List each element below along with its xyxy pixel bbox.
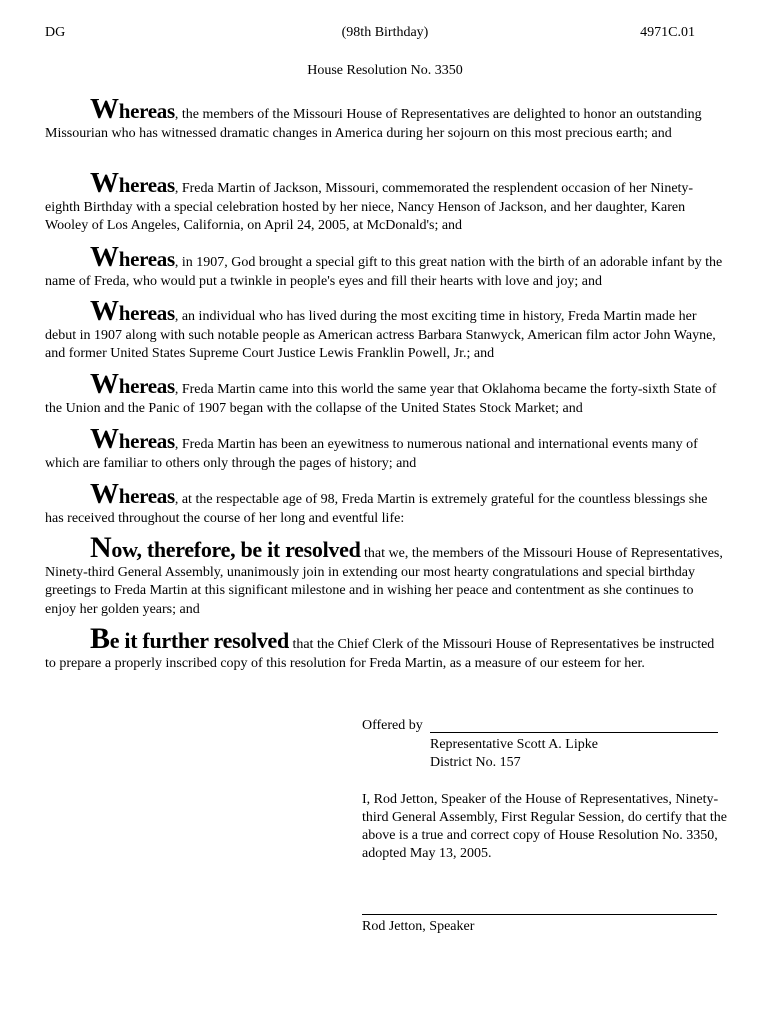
paragraph-lead: Whereas — [90, 368, 175, 400]
paragraph-text: , Freda Martin came into this world the same year that Oklahoma became the forty-sixth State of the Union and the Panic of 1907 began with the collapse of the United States Stock Market; and — [45, 382, 717, 416]
whereas-paragraph — [45, 368, 727, 418]
paragraph-text: that the Chief Clerk of the Missouri House of Representatives be instructed to prepare a properly inscribed copy of this resolution for Freda Martin, as a measure of our esteem for her. — [45, 637, 715, 671]
paragraph-text: , an individual who has lived during the most exciting time in history, Freda Martin made her debut in 1907 along with such notable people as American actress Barbara Stanwyck, American film actor John Wayne, and former United States Supreme Court Justice Lewis Franklin Powell, Jr.; and — [45, 309, 716, 361]
whereas-paragraph — [45, 93, 727, 143]
paragraph-lead: Whereas — [90, 93, 175, 125]
paragraph-text: , at the respectable age of 98, Freda Martin is extremely grateful for the countless blessings she has received throughout the course of her long and eventful life: — [45, 492, 708, 526]
paragraph-text: that we, the members of the Missouri House of Representatives, Ninety-third General Assembly, unanimously join in extending our most hearty congratulations and special birthday greetings to Freda Martin at this significant milestone and in wishing her peace and contentment as she continues to enjoy her golden years; and — [45, 546, 723, 617]
resolved-paragraph — [45, 531, 727, 619]
paragraph-lead: Be it further resolved — [90, 622, 289, 655]
speaker-name: Rod Jetton, Speaker — [362, 919, 475, 934]
whereas-paragraph — [45, 478, 727, 528]
whereas-paragraph — [45, 295, 727, 364]
paragraph-lead: Whereas — [90, 167, 175, 199]
whereas-paragraph — [45, 241, 727, 291]
paragraph-lead: Whereas — [90, 478, 175, 510]
further-resolved-paragraph — [45, 622, 727, 673]
paragraph-lead: Now, therefore, be it resolved — [90, 531, 361, 564]
paragraph-lead: Whereas — [90, 295, 175, 327]
paragraph-text: , the members of the Missouri House of Representatives are delighted to honor an outstanding Missourian who has witnessed dramatic changes in America during her sojourn on this most precious earth; and — [45, 107, 702, 141]
paragraph-lead: Whereas — [90, 241, 175, 273]
offered-by-label: Offered by — [362, 718, 423, 733]
offered-by-signature-line — [430, 732, 718, 733]
paragraph-lead: Whereas — [90, 423, 175, 455]
resolution-number: House Resolution No. 3350 — [307, 63, 463, 78]
paragraph-text: , Freda Martin of Jackson, Missouri, commemorated the resplendent occasion of her Ninety-eighth Birthday with a special celebration hosted by her niece, Nancy Henson of Jackson, and her daughter, Karen Wooley of Los Angeles, California, on April 24, 2005, at McDonald's; and — [45, 181, 694, 233]
whereas-paragraph — [45, 167, 727, 236]
paragraph-text: , in 1907, God brought a special gift to this great nation with the birth of an adorable infant by the name of Freda, who would put a twinkle in people's eyes and fill their hearts with love and joy; and — [45, 255, 723, 289]
sponsor-name: Representative Scott A. Lipke — [430, 737, 598, 752]
header-document-code: 4971C.01 — [640, 25, 695, 40]
header-drafter-initials: DG — [45, 25, 66, 40]
header-occasion: (98th Birthday) — [341, 25, 429, 40]
speaker-signature-line — [362, 914, 717, 915]
sponsor-district: District No. 157 — [430, 755, 521, 770]
certification-statement: I, Rod Jetton, Speaker of the House of Representatives, Ninety-third General Assembly, First Regular Session, do certify that the above is a true and correct copy of House Resolution No. 3350, adopted May 13, 2005. — [362, 792, 727, 861]
whereas-paragraph — [45, 423, 727, 473]
paragraph-text: , Freda Martin has been an eyewitness to numerous national and international events many of which are familiar to others only through the pages of history; and — [45, 437, 698, 471]
